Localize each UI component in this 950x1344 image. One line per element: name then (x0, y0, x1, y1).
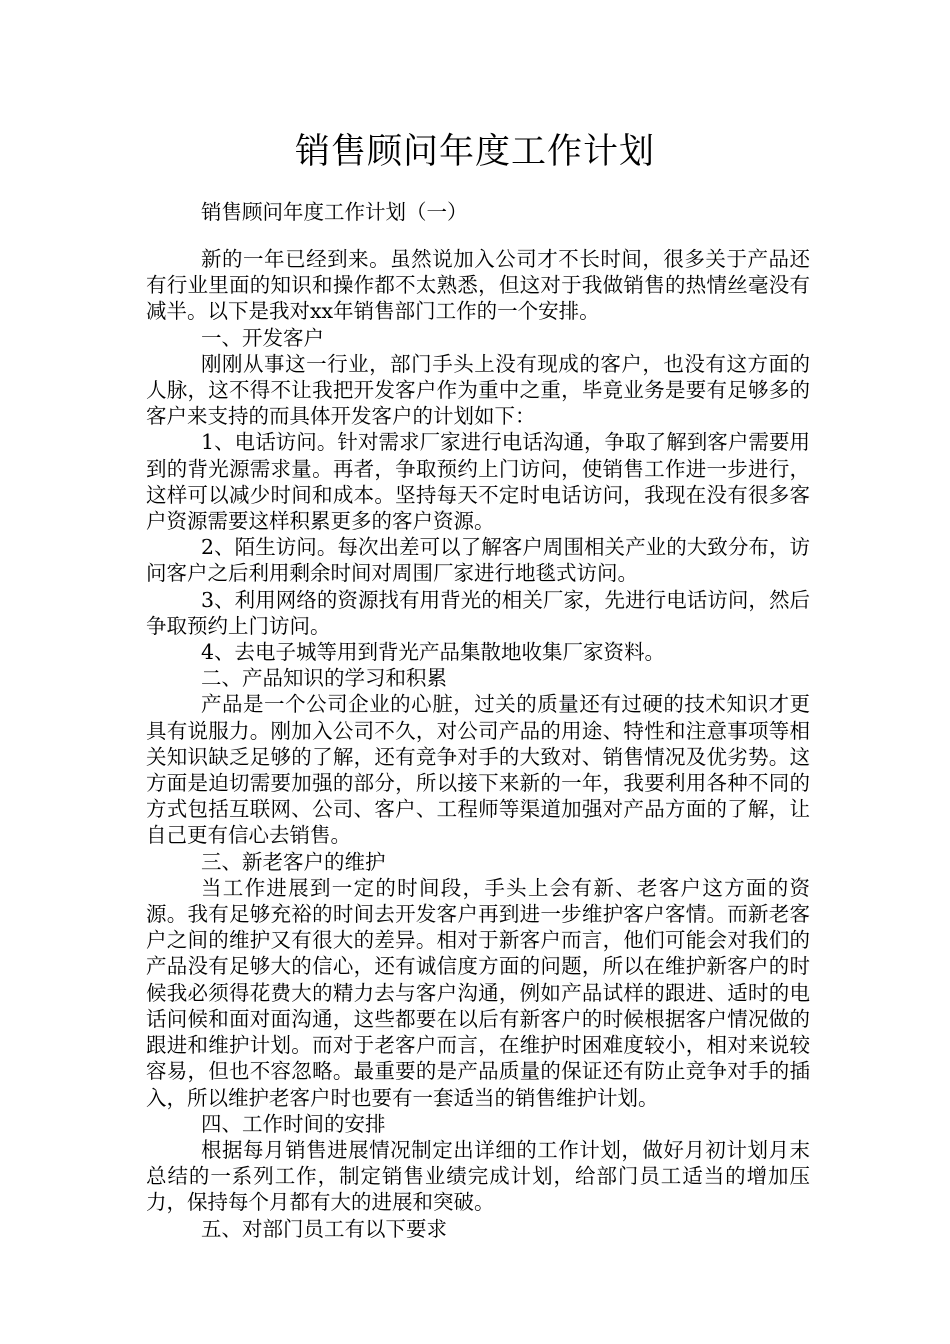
paragraph-work-schedule: 根据每月销售进展情况制定出详细的工作计划，做好月初计划月末总结的一系列工作，制定销售业绩完成计划，给部门员工适当的增加压力，保持每个月都有大的进展和突破。 (146, 1137, 810, 1215)
section-heading-develop-clients: 一、开发客户 (201, 325, 324, 350)
section-heading-work-schedule: 四、工作时间的安排 (201, 1111, 386, 1136)
paragraph-develop-clients: 刚刚从事这一行业，部门手头上没有现成的客户，也没有这方面的人脉，这不得不让我把开发客户作为重中之重，毕竟业务是要有足够多的客户来支持的而具体开发客户的计划如下： (146, 351, 810, 429)
list-item-electronics-city: 4、去电子城等用到背光产品集散地收集厂家资料。 (201, 640, 666, 665)
section-heading-client-maintenance: 三、新老客户的维护 (201, 849, 386, 874)
section-heading-staff-requirements: 五、对部门员工有以下要求 (201, 1216, 447, 1241)
intro-paragraph: 新的一年已经到来。虽然说加入公司才不长时间，很多关于产品还有行业里面的知识和操作都不太熟悉，但这对于我做销售的热情丝毫没有减半。以下是我对xx年销售部门工作的一个安排。 (146, 247, 810, 324)
section-heading-product-knowledge: 二、产品知识的学习和积累 (201, 666, 447, 691)
document-title: 销售顾问年度工作计划 (294, 132, 655, 172)
paragraph-client-maintenance: 当工作进展到一定的时间段，手头上会有新、老客户这方面的资源。我有足够充裕的时间去开发客户再到进一步维护客户客情。而新老客户之间的维护又有很大的差异。相对于新客户而言，他们可能会对我们的产品没有足够大的信心，还有诚信度方面的问题，所以在维护新客户的时候我必须得花费大的精力去与客户沟通，例如产品试样的跟进、适时的电话问候和面对面沟通，这些都要在以后有新客户的时候根据客户情况做的跟进和维护计划。而对于老客户而言，在维护时困难度较小，相对来说较容易，但也不容忽略。最重要的是产品质量的保证还有防止竞争对手的插入，所以维护老客户时也要有一套适当的销售维护计划。 (146, 875, 810, 1110)
paragraph-product-knowledge: 产品是一个公司企业的心脏，过关的质量还有过硬的技术知识才更具有说服力。刚加入公司不久，对公司产品的用途、特性和注意事项等相关知识缺乏足够的了解，还有竞争对手的大致对、销售情况及优劣势。这方面是迫切需要加强的部分，所以接下来新的一年，我要利用各种不同的方式包括互联网、公司、客户、工程师等渠道加强对产品方面的了解，让自己更有信心去销售。 (146, 692, 810, 848)
list-item-network-resources: 3、利用网络的资源找有用背光的相关厂家，先进行电话访问，然后争取预约上门访问。 (146, 587, 810, 638)
document-subtitle: 销售顾问年度工作计划（一） (201, 200, 468, 224)
list-item-cold-visit: 2、陌生访问。每次出差可以了解客户周围相关产业的大致分布，访问客户之后利用剩余时间对周围厂家进行地毯式访问。 (146, 535, 810, 586)
document-body (146, 246, 810, 1242)
list-item-phone-visit: 1、电话访问。针对需求厂家进行电话沟通，争取了解到客户需要用到的背光源需求量。再者，争取预约上门访问，使销售工作进一步进行，这样可以减少时间和成本。坚持每天不定时电话访问，我现在没有很多客户资源需要这样积累更多的客户资源。 (146, 430, 810, 534)
